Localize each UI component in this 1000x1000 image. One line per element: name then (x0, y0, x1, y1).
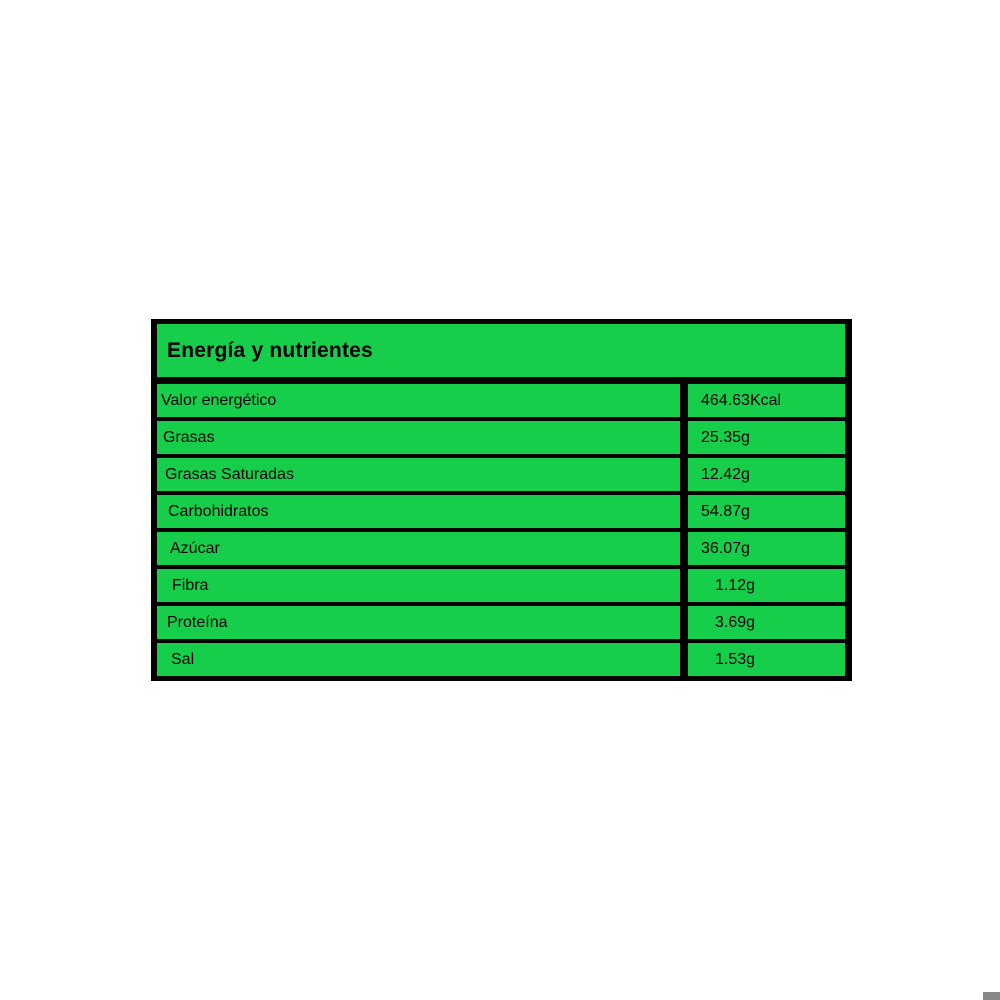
row-label: Carbohidratos (157, 495, 680, 528)
table-row (157, 532, 845, 565)
row-value: 1.53g (688, 643, 845, 676)
table-header (157, 324, 845, 377)
table-row (157, 458, 845, 491)
row-value: 25.35g (688, 421, 845, 454)
table-row (157, 384, 845, 417)
table-row (157, 606, 845, 639)
row-value: 1.12g (688, 569, 845, 602)
row-label: Proteína (157, 606, 680, 639)
row-label: Azúcar (157, 532, 680, 565)
table-body (157, 384, 845, 676)
table-row (157, 643, 845, 676)
table-title: Energía y nutrientes (167, 338, 373, 362)
row-value: 54.87g (688, 495, 845, 528)
row-value: 36.07g (688, 532, 845, 565)
table-row (157, 421, 845, 454)
row-value: 3.69g (688, 606, 845, 639)
nutrition-table (151, 319, 852, 681)
row-label: Valor energético (157, 384, 680, 417)
table-row (157, 569, 845, 602)
row-value: 464.63Kcal (688, 384, 845, 417)
row-label: Grasas (157, 421, 680, 454)
table-row (157, 495, 845, 528)
corner-artifact (983, 992, 1000, 1000)
row-label: Sal (157, 643, 680, 676)
row-label: Fibra (157, 569, 680, 602)
row-value: 12.42g (688, 458, 845, 491)
row-label: Grasas Saturadas (157, 458, 680, 491)
